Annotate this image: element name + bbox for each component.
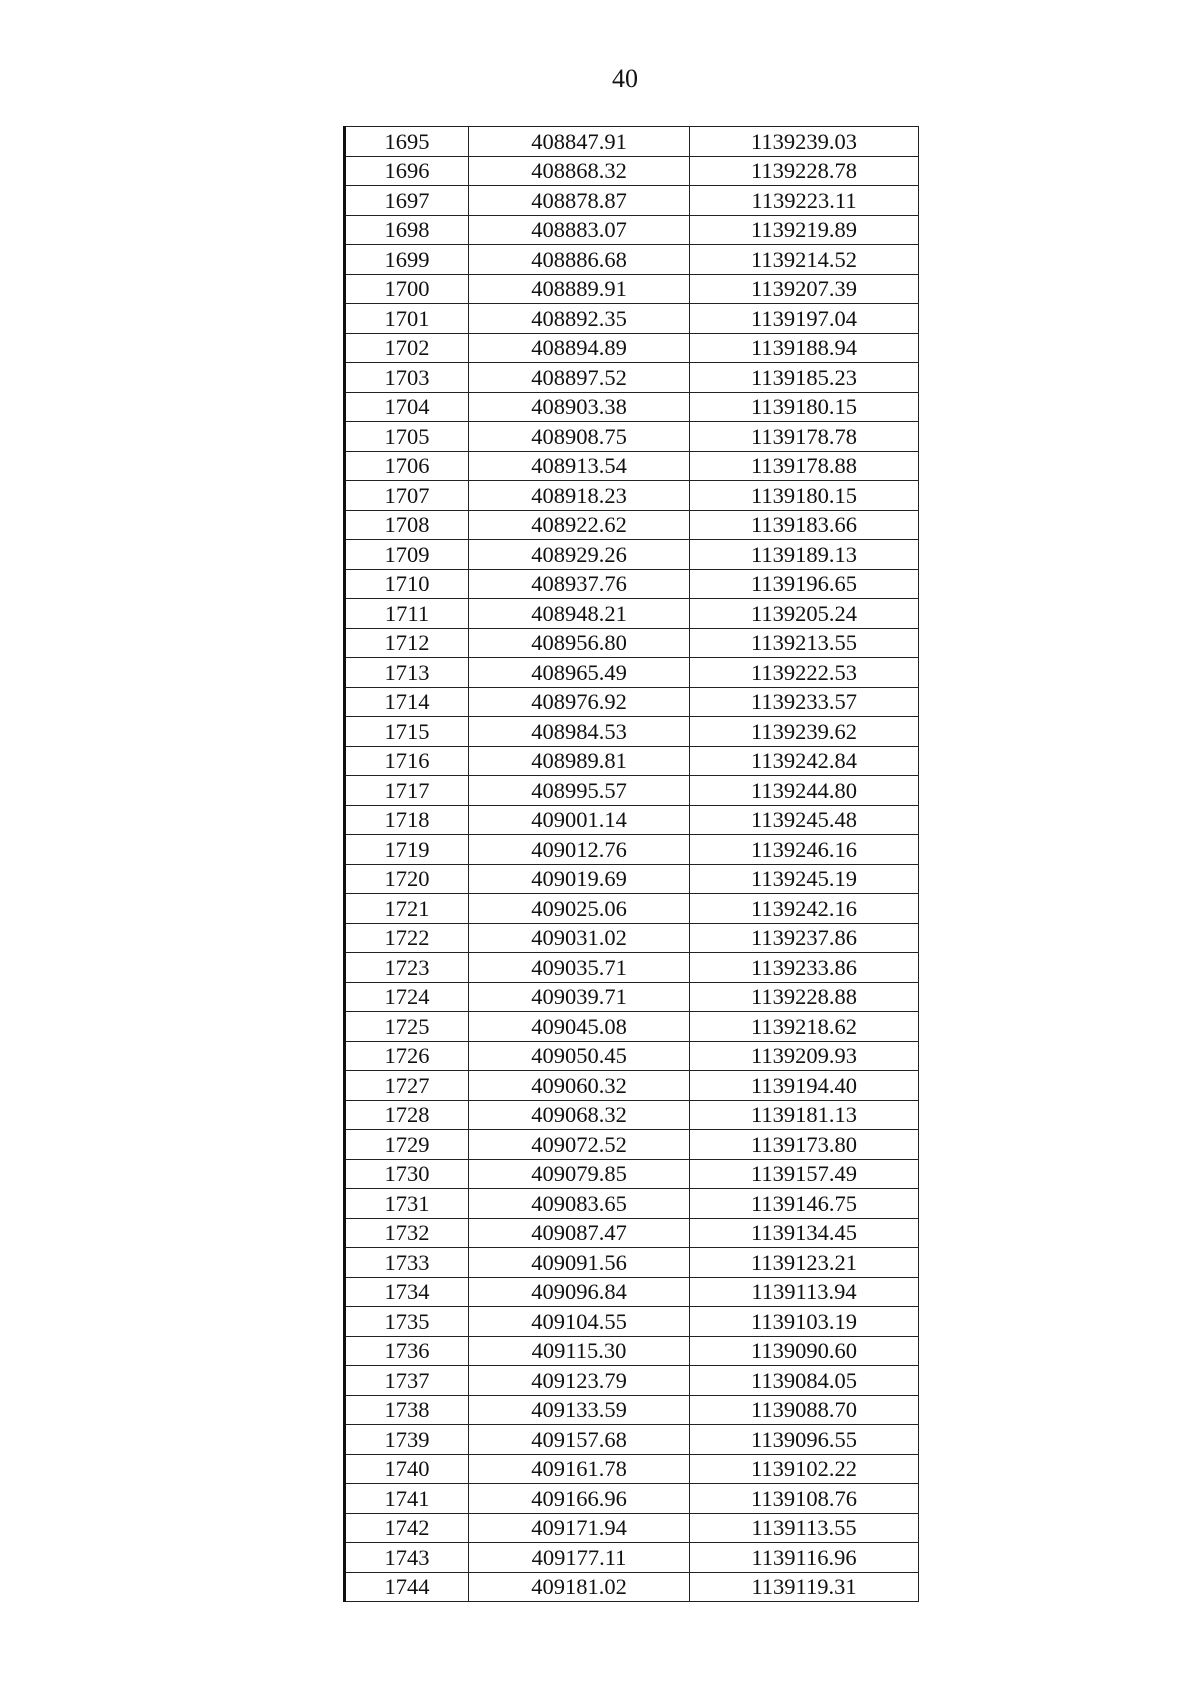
y-coordinate-cell: 1139213.55 (690, 628, 919, 658)
y-coordinate-cell: 1139233.57 (690, 687, 919, 717)
table-row (345, 186, 919, 216)
x-coordinate-cell: 409161.78 (469, 1454, 690, 1484)
point-number-cell: 1716 (345, 746, 469, 776)
x-coordinate-cell: 409019.69 (469, 864, 690, 894)
table-row (345, 481, 919, 511)
point-number-cell: 1700 (345, 274, 469, 304)
y-coordinate-cell: 1139205.24 (690, 599, 919, 629)
table-row (345, 1041, 919, 1071)
y-coordinate-cell: 1139123.21 (690, 1248, 919, 1278)
x-coordinate-cell: 409060.32 (469, 1071, 690, 1101)
x-coordinate-cell: 408908.75 (469, 422, 690, 452)
x-coordinate-cell: 408868.32 (469, 156, 690, 186)
x-coordinate-cell: 409025.06 (469, 894, 690, 924)
x-coordinate-cell: 408883.07 (469, 215, 690, 245)
table-row (345, 1366, 919, 1396)
y-coordinate-cell: 1139180.15 (690, 481, 919, 511)
point-number-cell: 1705 (345, 422, 469, 452)
x-coordinate-cell: 409115.30 (469, 1336, 690, 1366)
y-coordinate-cell: 1139102.22 (690, 1454, 919, 1484)
x-coordinate-cell: 409079.85 (469, 1159, 690, 1189)
table-row (345, 215, 919, 245)
y-coordinate-cell: 1139189.13 (690, 540, 919, 570)
y-coordinate-cell: 1139157.49 (690, 1159, 919, 1189)
point-number-cell: 1718 (345, 805, 469, 835)
x-coordinate-cell: 408965.49 (469, 658, 690, 688)
page-number: 40 (612, 64, 638, 93)
point-number-cell: 1722 (345, 923, 469, 953)
x-coordinate-cell: 409050.45 (469, 1041, 690, 1071)
x-coordinate-cell: 408989.81 (469, 746, 690, 776)
point-number-cell: 1721 (345, 894, 469, 924)
x-coordinate-cell: 408894.89 (469, 333, 690, 363)
y-coordinate-cell: 1139146.75 (690, 1189, 919, 1219)
point-number-cell: 1703 (345, 363, 469, 393)
x-coordinate-cell: 409096.84 (469, 1277, 690, 1307)
point-number-cell: 1725 (345, 1012, 469, 1042)
y-coordinate-cell: 1139108.76 (690, 1484, 919, 1514)
point-number-cell: 1739 (345, 1425, 469, 1455)
x-coordinate-cell: 408886.68 (469, 245, 690, 275)
y-coordinate-cell: 1139197.04 (690, 304, 919, 334)
table-row (345, 982, 919, 1012)
y-coordinate-cell: 1139116.96 (690, 1543, 919, 1573)
x-coordinate-cell: 408903.38 (469, 392, 690, 422)
point-number-cell: 1712 (345, 628, 469, 658)
y-coordinate-cell: 1139222.53 (690, 658, 919, 688)
y-coordinate-cell: 1139242.84 (690, 746, 919, 776)
x-coordinate-cell: 409133.59 (469, 1395, 690, 1425)
y-coordinate-cell: 1139228.78 (690, 156, 919, 186)
x-coordinate-cell: 409157.68 (469, 1425, 690, 1455)
y-coordinate-cell: 1139207.39 (690, 274, 919, 304)
y-coordinate-cell: 1139188.94 (690, 333, 919, 363)
table-row (345, 894, 919, 924)
x-coordinate-cell: 408847.91 (469, 127, 690, 157)
x-coordinate-cell: 409104.55 (469, 1307, 690, 1337)
y-coordinate-cell: 1139119.31 (690, 1572, 919, 1602)
point-number-cell: 1720 (345, 864, 469, 894)
table-row (345, 422, 919, 452)
y-coordinate-cell: 1139181.13 (690, 1100, 919, 1130)
y-coordinate-cell: 1139173.80 (690, 1130, 919, 1160)
x-coordinate-cell: 409072.52 (469, 1130, 690, 1160)
table-row (345, 1572, 919, 1602)
point-number-cell: 1715 (345, 717, 469, 747)
table-row (345, 1484, 919, 1514)
point-number-cell: 1709 (345, 540, 469, 570)
table-row (345, 687, 919, 717)
point-number-cell: 1734 (345, 1277, 469, 1307)
x-coordinate-cell: 408918.23 (469, 481, 690, 511)
point-number-cell: 1744 (345, 1572, 469, 1602)
point-number-cell: 1727 (345, 1071, 469, 1101)
table-row (345, 1336, 919, 1366)
x-coordinate-cell: 408929.26 (469, 540, 690, 570)
y-coordinate-cell: 1139228.88 (690, 982, 919, 1012)
y-coordinate-cell: 1139185.23 (690, 363, 919, 393)
table-row (345, 1071, 919, 1101)
point-number-cell: 1742 (345, 1513, 469, 1543)
x-coordinate-cell: 408995.57 (469, 776, 690, 806)
y-coordinate-cell: 1139096.55 (690, 1425, 919, 1455)
x-coordinate-cell: 408892.35 (469, 304, 690, 334)
y-coordinate-cell: 1139113.94 (690, 1277, 919, 1307)
table-row (345, 923, 919, 953)
point-number-cell: 1719 (345, 835, 469, 865)
y-coordinate-cell: 1139084.05 (690, 1366, 919, 1396)
x-coordinate-cell: 409039.71 (469, 982, 690, 1012)
table-row (345, 776, 919, 806)
x-coordinate-cell: 409087.47 (469, 1218, 690, 1248)
table-row (345, 304, 919, 334)
y-coordinate-cell: 1139103.19 (690, 1307, 919, 1337)
point-number-cell: 1741 (345, 1484, 469, 1514)
table-row (345, 245, 919, 275)
coordinates-table-body (345, 127, 919, 1602)
x-coordinate-cell: 409001.14 (469, 805, 690, 835)
point-number-cell: 1695 (345, 127, 469, 157)
y-coordinate-cell: 1139088.70 (690, 1395, 919, 1425)
x-coordinate-cell: 409181.02 (469, 1572, 690, 1602)
y-coordinate-cell: 1139219.89 (690, 215, 919, 245)
y-coordinate-cell: 1139180.15 (690, 392, 919, 422)
coordinates-table (343, 126, 919, 1602)
point-number-cell: 1737 (345, 1366, 469, 1396)
point-number-cell: 1698 (345, 215, 469, 245)
table-row (345, 451, 919, 481)
y-coordinate-cell: 1139242.16 (690, 894, 919, 924)
table-row (345, 628, 919, 658)
point-number-cell: 1713 (345, 658, 469, 688)
table-row (345, 333, 919, 363)
x-coordinate-cell: 409166.96 (469, 1484, 690, 1514)
point-number-cell: 1724 (345, 982, 469, 1012)
y-coordinate-cell: 1139209.93 (690, 1041, 919, 1071)
table-row (345, 1248, 919, 1278)
x-coordinate-cell: 408956.80 (469, 628, 690, 658)
point-number-cell: 1728 (345, 1100, 469, 1130)
y-coordinate-cell: 1139178.78 (690, 422, 919, 452)
point-number-cell: 1738 (345, 1395, 469, 1425)
table-row (345, 1012, 919, 1042)
y-coordinate-cell: 1139233.86 (690, 953, 919, 983)
y-coordinate-cell: 1139218.62 (690, 1012, 919, 1042)
table-row (345, 805, 919, 835)
point-number-cell: 1723 (345, 953, 469, 983)
table-row (345, 392, 919, 422)
point-number-cell: 1707 (345, 481, 469, 511)
point-number-cell: 1697 (345, 186, 469, 216)
y-coordinate-cell: 1139113.55 (690, 1513, 919, 1543)
x-coordinate-cell: 409031.02 (469, 923, 690, 953)
table-row (345, 1100, 919, 1130)
table-row (345, 953, 919, 983)
table-row (345, 540, 919, 570)
y-coordinate-cell: 1139196.65 (690, 569, 919, 599)
table-row (345, 1395, 919, 1425)
x-coordinate-cell: 409091.56 (469, 1248, 690, 1278)
x-coordinate-cell: 408976.92 (469, 687, 690, 717)
x-coordinate-cell: 409083.65 (469, 1189, 690, 1219)
point-number-cell: 1701 (345, 304, 469, 334)
table-row (345, 599, 919, 629)
y-coordinate-cell: 1139246.16 (690, 835, 919, 865)
x-coordinate-cell: 408948.21 (469, 599, 690, 629)
x-coordinate-cell: 409171.94 (469, 1513, 690, 1543)
x-coordinate-cell: 409045.08 (469, 1012, 690, 1042)
table-row (345, 1130, 919, 1160)
y-coordinate-cell: 1139214.52 (690, 245, 919, 275)
point-number-cell: 1717 (345, 776, 469, 806)
table-row (345, 1543, 919, 1573)
x-coordinate-cell: 408922.62 (469, 510, 690, 540)
y-coordinate-cell: 1139194.40 (690, 1071, 919, 1101)
table-row (345, 569, 919, 599)
table-row (345, 127, 919, 157)
point-number-cell: 1740 (345, 1454, 469, 1484)
point-number-cell: 1730 (345, 1159, 469, 1189)
x-coordinate-cell: 409012.76 (469, 835, 690, 865)
table-row (345, 1307, 919, 1337)
table-row (345, 835, 919, 865)
table-row (345, 1454, 919, 1484)
y-coordinate-cell: 1139178.88 (690, 451, 919, 481)
y-coordinate-cell: 1139239.03 (690, 127, 919, 157)
x-coordinate-cell: 409068.32 (469, 1100, 690, 1130)
point-number-cell: 1711 (345, 599, 469, 629)
table-row (345, 156, 919, 186)
table-row (345, 746, 919, 776)
table-row (345, 274, 919, 304)
point-number-cell: 1696 (345, 156, 469, 186)
table-row (345, 1277, 919, 1307)
point-number-cell: 1726 (345, 1041, 469, 1071)
x-coordinate-cell: 408984.53 (469, 717, 690, 747)
table-row (345, 658, 919, 688)
x-coordinate-cell: 408897.52 (469, 363, 690, 393)
y-coordinate-cell: 1139090.60 (690, 1336, 919, 1366)
point-number-cell: 1710 (345, 569, 469, 599)
table-row (345, 1159, 919, 1189)
point-number-cell: 1736 (345, 1336, 469, 1366)
table-row (345, 510, 919, 540)
table-row (345, 1425, 919, 1455)
point-number-cell: 1702 (345, 333, 469, 363)
x-coordinate-cell: 408937.76 (469, 569, 690, 599)
table-row (345, 1218, 919, 1248)
point-number-cell: 1731 (345, 1189, 469, 1219)
table-row (345, 864, 919, 894)
point-number-cell: 1733 (345, 1248, 469, 1278)
y-coordinate-cell: 1139244.80 (690, 776, 919, 806)
y-coordinate-cell: 1139237.86 (690, 923, 919, 953)
table-row (345, 363, 919, 393)
x-coordinate-cell: 408878.87 (469, 186, 690, 216)
point-number-cell: 1735 (345, 1307, 469, 1337)
y-coordinate-cell: 1139134.45 (690, 1218, 919, 1248)
x-coordinate-cell: 409177.11 (469, 1543, 690, 1573)
x-coordinate-cell: 409123.79 (469, 1366, 690, 1396)
table-row (345, 717, 919, 747)
point-number-cell: 1706 (345, 451, 469, 481)
point-number-cell: 1729 (345, 1130, 469, 1160)
y-coordinate-cell: 1139239.62 (690, 717, 919, 747)
x-coordinate-cell: 408913.54 (469, 451, 690, 481)
point-number-cell: 1743 (345, 1543, 469, 1573)
y-coordinate-cell: 1139245.48 (690, 805, 919, 835)
table-row (345, 1513, 919, 1543)
y-coordinate-cell: 1139183.66 (690, 510, 919, 540)
y-coordinate-cell: 1139245.19 (690, 864, 919, 894)
point-number-cell: 1732 (345, 1218, 469, 1248)
x-coordinate-cell: 408889.91 (469, 274, 690, 304)
x-coordinate-cell: 409035.71 (469, 953, 690, 983)
point-number-cell: 1714 (345, 687, 469, 717)
point-number-cell: 1699 (345, 245, 469, 275)
table-row (345, 1189, 919, 1219)
point-number-cell: 1708 (345, 510, 469, 540)
point-number-cell: 1704 (345, 392, 469, 422)
y-coordinate-cell: 1139223.11 (690, 186, 919, 216)
